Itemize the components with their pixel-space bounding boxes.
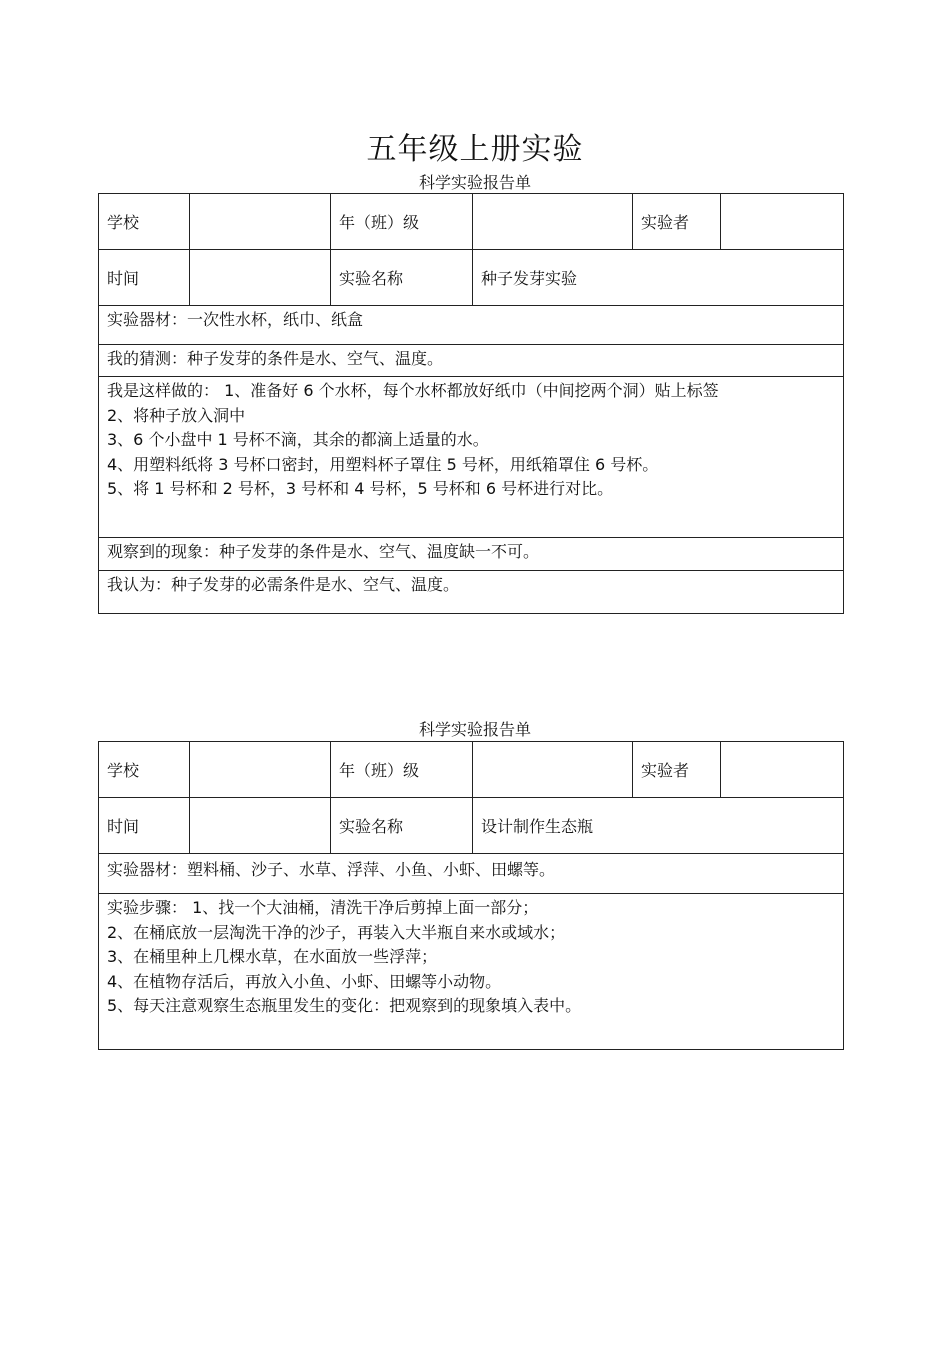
step-line: 我是这样做的： 1、准备好 6 个水杯，每个水杯都放好纸巾（中间挖两个洞）贴上标签 — [107, 381, 719, 400]
materials-text: 实验器材：塑料桶、沙子、水草、浮萍、小鱼、小虾、田螺等。 — [107, 860, 556, 879]
sheet1-info-row-1 — [99, 194, 843, 250]
time-label: 时间 — [99, 798, 190, 853]
step-line: 5、每天注意观察生态瓶里发生的变化：把观察到的现象填入表中。 — [107, 996, 582, 1015]
sheet1-steps-row — [99, 377, 843, 538]
experiment-name-label: 实验名称 — [331, 250, 473, 305]
grade-class-field[interactable] — [473, 742, 633, 797]
grade-class-label: 年（班）级 — [331, 742, 473, 797]
sheet2-steps-row — [99, 894, 843, 1049]
school-field[interactable] — [190, 194, 331, 249]
time-field[interactable] — [190, 798, 331, 853]
sheet1-guess-row — [99, 345, 843, 377]
materials-text: 实验器材：一次性水杯，纸巾、纸盒 — [107, 310, 364, 329]
conclusion-text: 我认为：种子发芽的必需条件是水、空气、温度。 — [107, 575, 460, 594]
time-label: 时间 — [99, 250, 190, 305]
step-line: 5、将 1 号杯和 2 号杯，3 号杯和 4 号杯，5 号杯和 6 号杯进行对比。 — [107, 479, 614, 498]
sheet1-conclusion-row — [99, 571, 843, 614]
step-line: 4、用塑料纸将 3 号杯口密封，用塑料杯子罩住 5 号杯，用纸箱罩住 6 号杯。 — [107, 454, 659, 474]
experimenter-field[interactable] — [721, 194, 843, 249]
sheet2-materials-row — [99, 854, 843, 894]
grade-class-label: 年（班）级 — [331, 194, 473, 249]
step-line: 2、将种子放入洞中 — [107, 405, 246, 425]
sheet2-info-row-2 — [99, 798, 843, 854]
experimenter-label: 实验者 — [633, 742, 721, 797]
observation-text: 观察到的现象：种子发芽的条件是水、空气、温度缺一不可。 — [107, 542, 540, 561]
step-line: 实验步骤： 1、找一个大油桶，清洗干净后剪掉上面一部分； — [107, 898, 539, 917]
sheet1-materials-row — [99, 306, 843, 345]
school-label: 学校 — [99, 742, 190, 797]
sheet1-info-row-2 — [99, 250, 843, 306]
sheet1-subtitle: 科学实验报告单 — [418, 173, 531, 192]
time-field[interactable] — [190, 250, 331, 305]
experimenter-label: 实验者 — [633, 194, 721, 249]
page-title: 五年级上册实验 — [366, 132, 584, 167]
school-label: 学校 — [99, 194, 190, 249]
experimenter-field[interactable] — [721, 742, 843, 797]
guess-text: 我的猜测：种子发芽的条件是水、空气、温度。 — [107, 349, 444, 368]
step-line: 4、在植物存活后，再放入小鱼、小虾、田螺等小动物。 — [107, 971, 502, 991]
experiment-name-field[interactable]: 设计制作生态瓶 — [481, 817, 594, 836]
step-line: 2、在桶底放一层淘洗干净的沙子，再装入大半瓶自来水或域水； — [107, 922, 566, 942]
experiment-name-label: 实验名称 — [331, 798, 473, 853]
step-line: 3、6 个小盘中 1 号杯不滴，其余的都滴上适量的水。 — [107, 430, 489, 449]
report-sheet-1 — [98, 193, 844, 614]
grade-class-field[interactable] — [473, 194, 633, 249]
experiment-name-field[interactable]: 种子发芽实验 — [481, 269, 578, 288]
sheet1-observation-row — [99, 538, 843, 571]
report-sheet-2 — [98, 741, 844, 1050]
school-field[interactable] — [190, 742, 331, 797]
sheet2-info-row-1 — [99, 742, 843, 798]
step-line: 3、在桶里种上几棵水草，在水面放一些浮萍； — [107, 947, 438, 966]
steps-block — [99, 894, 843, 1049]
steps-block — [99, 377, 843, 537]
sheet2-subtitle: 科学实验报告单 — [418, 720, 531, 739]
